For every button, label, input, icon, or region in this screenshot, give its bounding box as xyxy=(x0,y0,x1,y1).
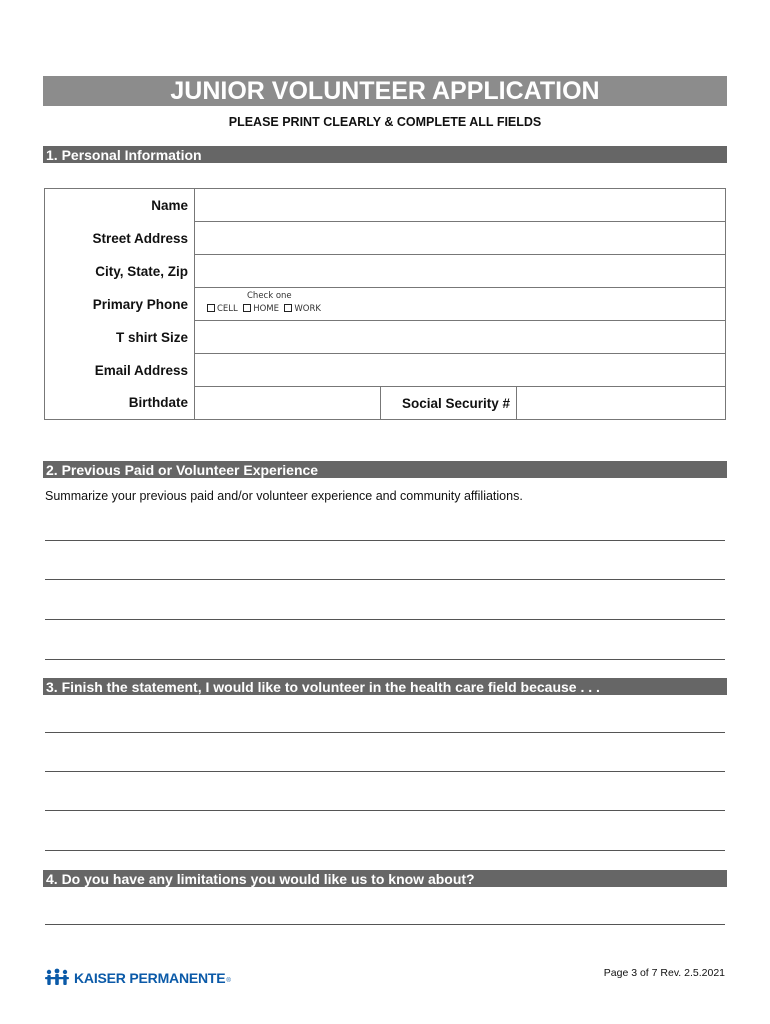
logo-registered-mark: ® xyxy=(226,978,231,984)
email-address-label: Email Address xyxy=(45,354,195,387)
experience-line-3[interactable] xyxy=(45,619,725,620)
experience-instructions: Summarize your previous paid and/or volunteer experience and community affiliations. xyxy=(45,489,523,503)
statement-line-2[interactable] xyxy=(45,771,725,772)
birthdate-label: Birthdate xyxy=(45,387,195,420)
city-state-zip-field[interactable] xyxy=(195,255,726,288)
logo-text: KAISER PERMANENTE xyxy=(74,970,226,986)
statement-line-4[interactable] xyxy=(45,850,725,851)
limitations-line-1[interactable] xyxy=(45,924,725,925)
statement-line-1[interactable] xyxy=(45,732,725,733)
section-limitations-header: 4. Do you have any limitations you would like us to know about? xyxy=(43,870,727,887)
personal-info-table xyxy=(44,188,726,420)
name-field[interactable] xyxy=(195,189,726,222)
street-address-label: Street Address xyxy=(45,222,195,255)
primary-phone-label: Primary Phone xyxy=(45,288,195,321)
kaiser-figures-icon xyxy=(45,968,69,988)
statement-line-3[interactable] xyxy=(45,810,725,811)
cell-checkbox[interactable] xyxy=(207,304,215,312)
tshirt-size-field[interactable] xyxy=(195,321,726,354)
work-option-label: WORK xyxy=(294,304,321,314)
kaiser-permanente-logo xyxy=(45,968,231,988)
home-option-label: HOME xyxy=(253,304,279,314)
experience-line-2[interactable] xyxy=(45,579,725,580)
street-address-field[interactable] xyxy=(195,222,726,255)
section-statement-header: 3. Finish the statement, I would like to volunteer in the health care field because . . . xyxy=(43,678,727,695)
check-one-note: Check one xyxy=(247,291,292,301)
form-title: JUNIOR VOLUNTEER APPLICATION xyxy=(43,76,727,106)
cell-option-label: CELL xyxy=(217,304,238,314)
form-subtitle: PLEASE PRINT CLEARLY & COMPLETE ALL FIELDS xyxy=(228,115,542,129)
email-address-field[interactable] xyxy=(195,354,726,387)
phone-type-options xyxy=(207,304,321,314)
social-security-label: Social Security # xyxy=(381,387,517,420)
name-label: Name xyxy=(45,189,195,222)
social-security-field[interactable] xyxy=(517,387,726,420)
experience-line-1[interactable] xyxy=(45,540,725,541)
city-state-zip-label: City, State, Zip xyxy=(45,255,195,288)
birthdate-field[interactable] xyxy=(195,387,381,420)
section-personal-header: 1. Personal Information xyxy=(43,146,727,163)
page-number: Page 3 of 7 Rev. 2.5.2021 xyxy=(603,967,725,979)
home-checkbox[interactable] xyxy=(243,304,251,312)
primary-phone-field[interactable] xyxy=(195,288,726,321)
experience-line-4[interactable] xyxy=(45,659,725,660)
tshirt-size-label: T shirt Size xyxy=(45,321,195,354)
work-checkbox[interactable] xyxy=(284,304,292,312)
section-experience-header: 2. Previous Paid or Volunteer Experience xyxy=(43,461,727,478)
